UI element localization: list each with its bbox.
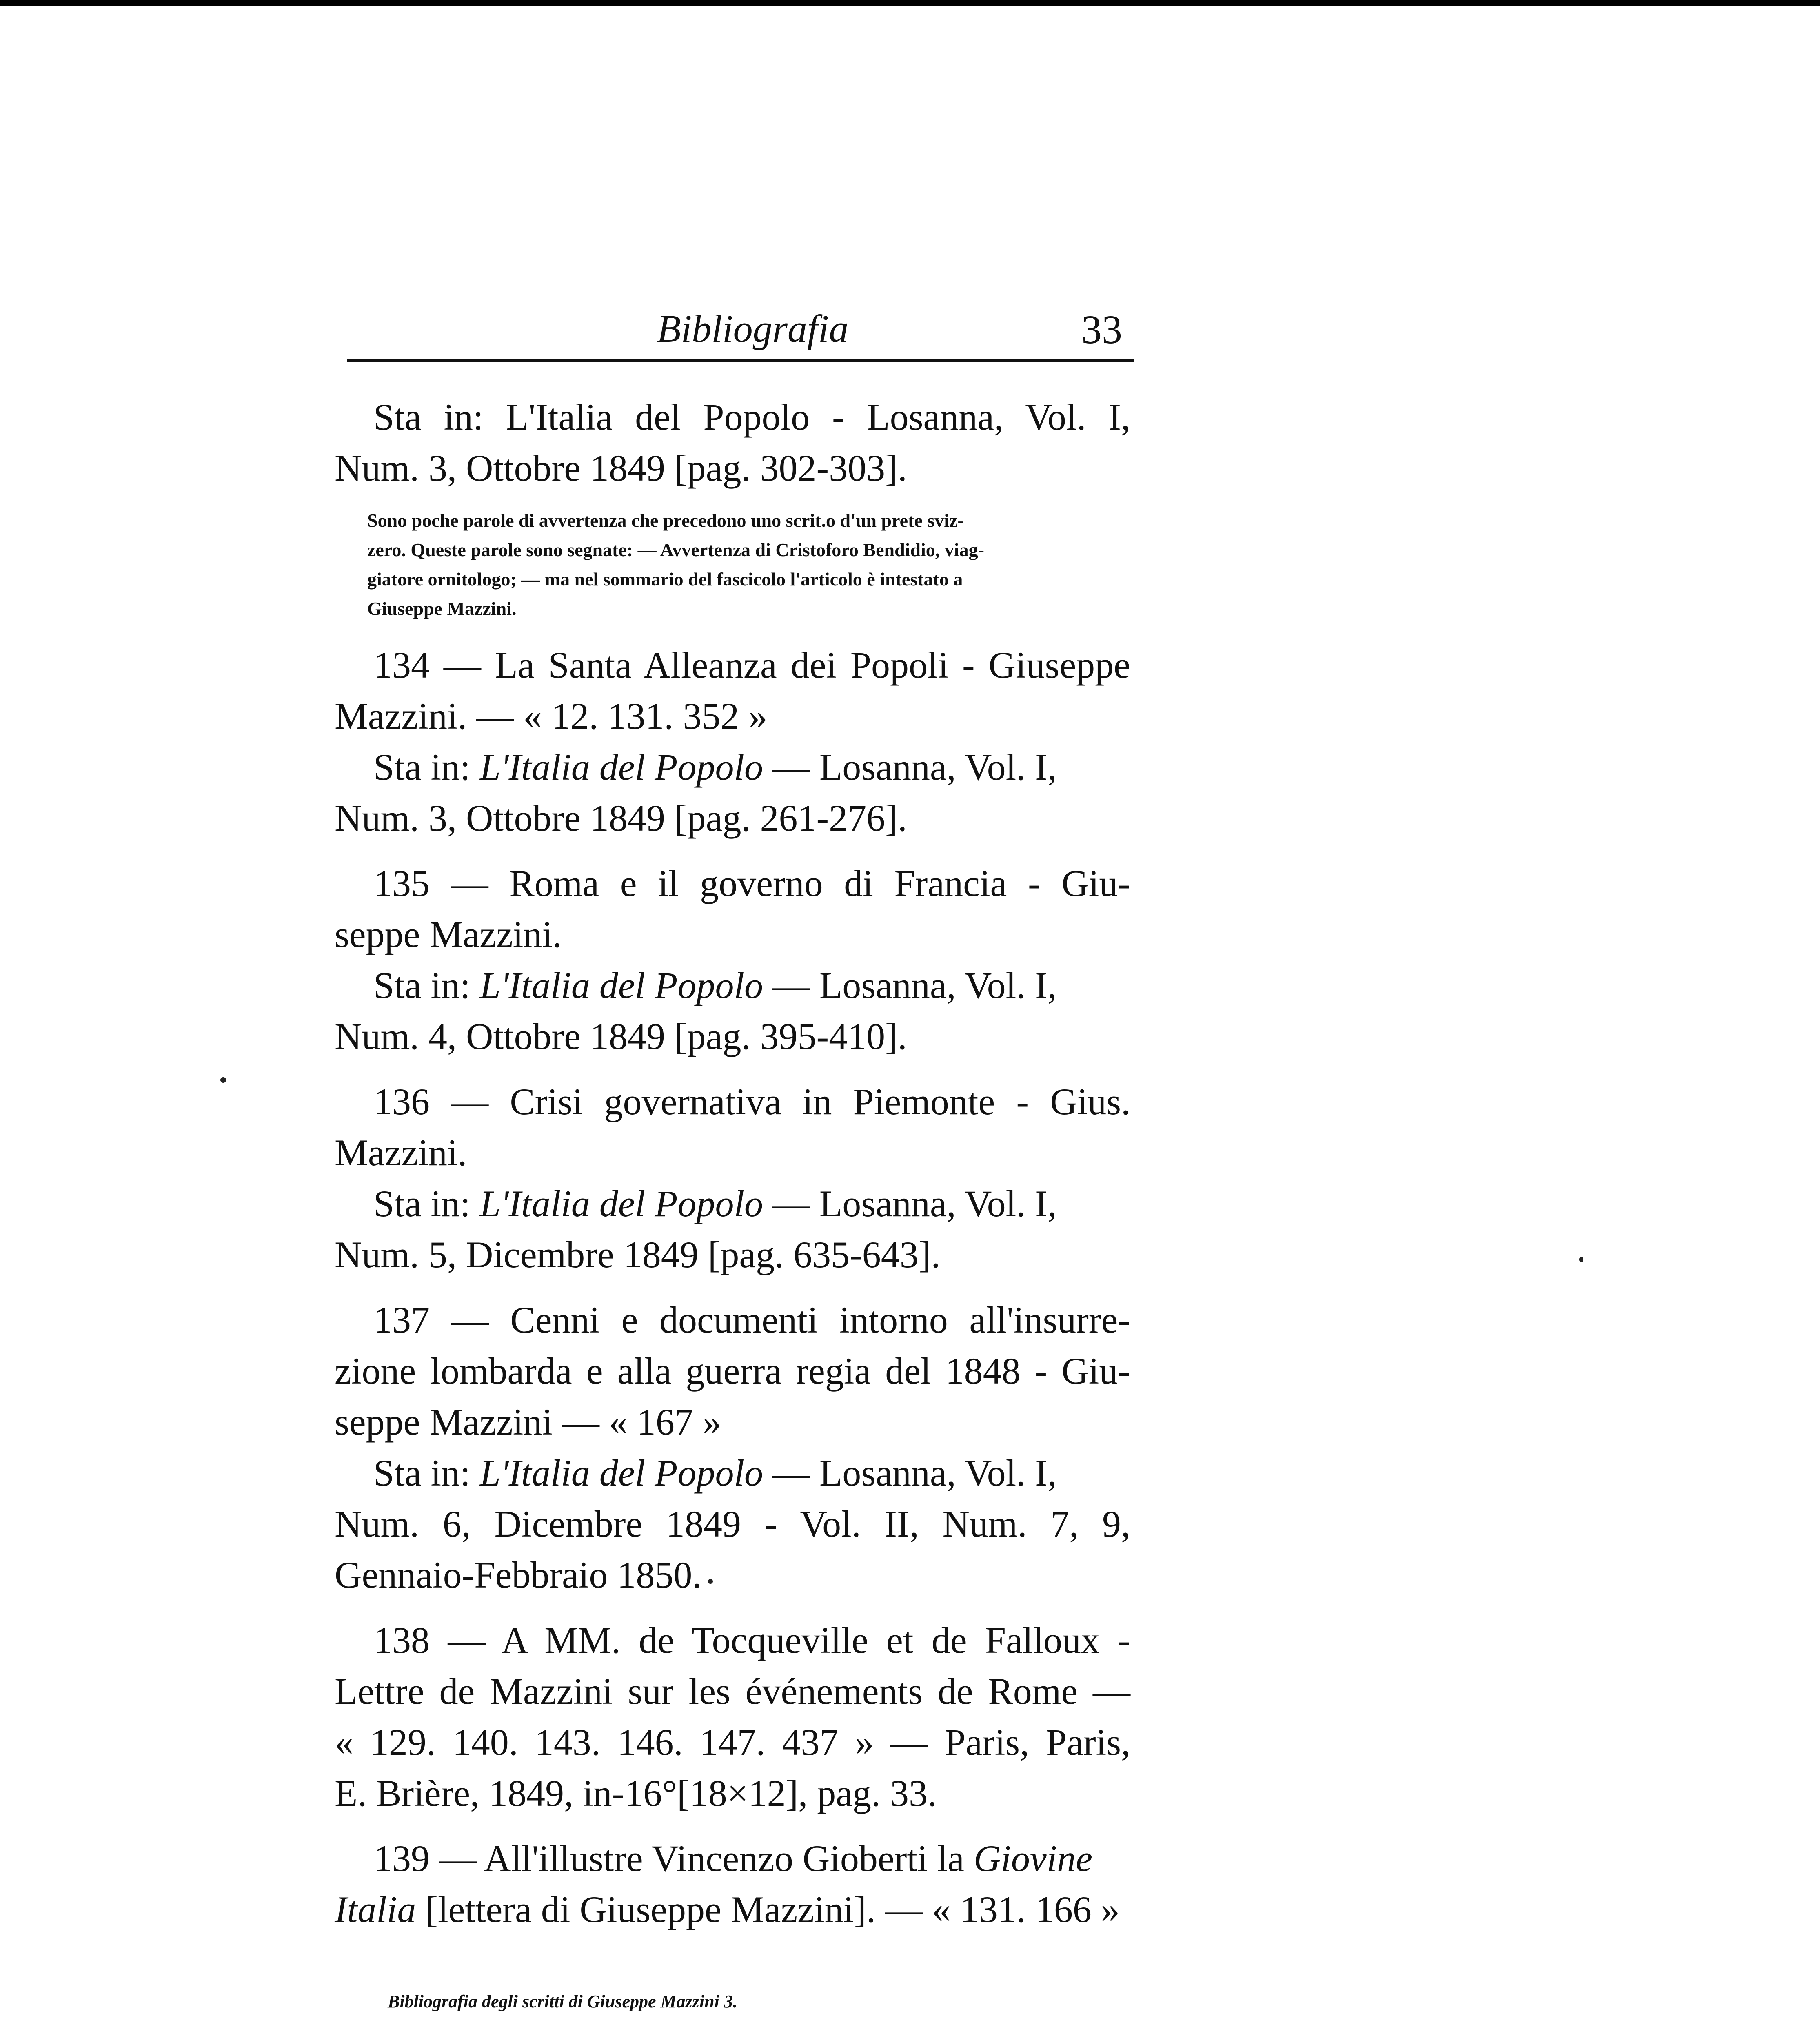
scan-speck xyxy=(1579,1257,1583,1262)
page-header xyxy=(347,298,1134,352)
entry-line: 136 — Crisi governativa in Piemonte - Gius. xyxy=(373,1081,1130,1122)
note-line: Sono poche parole di avvertenza che precedono uno scrit.o d'un prete sviz- xyxy=(367,510,964,531)
entry-line: Num. 6, Dicembre 1849 - Vol. II, Num. 7, 9, xyxy=(335,1503,1130,1545)
entry-text: [lettera di Giuseppe Mazzini]. — « 131. 166 » xyxy=(416,1889,1120,1930)
entry-line: Mazzini. — « 12. 131. 352 » xyxy=(335,695,768,737)
entry-134 xyxy=(335,640,1130,844)
entry-137 xyxy=(335,1295,1130,1601)
page-number: 33 xyxy=(1081,307,1122,352)
entry-line: 134 — La Santa Alleanza dei Popoli - Giuseppe xyxy=(373,644,1130,686)
entry-135 xyxy=(335,858,1130,1062)
entry-line: Num. 3, Ottobre 1849 [pag. 261-276]. xyxy=(335,797,907,839)
journal-title: L'Italia del Popolo xyxy=(479,1452,763,1494)
entry-line: Gennaio-Febbraio 1850. xyxy=(335,1554,702,1596)
journal-title: L'Italia del Popolo xyxy=(479,746,763,788)
entry-text: — Losanna, Vol. I, xyxy=(763,746,1057,788)
entry-138 xyxy=(335,1615,1130,1819)
intro-note xyxy=(335,506,1130,623)
entry-line: Lettre de Mazzini sur les événements de Rome — xyxy=(335,1670,1130,1712)
entry-136 xyxy=(335,1076,1130,1280)
entry-text: Sta in: xyxy=(373,746,480,788)
entry-line: 135 — Roma e il governo di Francia - Giu- xyxy=(373,863,1130,904)
journal-title: L'Italia del Popolo xyxy=(479,965,763,1006)
scan-speck xyxy=(708,1579,713,1584)
entry-line: Mazzini. xyxy=(335,1132,467,1173)
entry-139 xyxy=(335,1833,1130,1935)
journal-title: Italia xyxy=(335,1889,416,1930)
entry-line: seppe Mazzini — « 167 » xyxy=(335,1401,721,1443)
entry-line: 138 — A MM. de Tocqueville et de Falloux - xyxy=(373,1619,1130,1661)
entry-line xyxy=(335,1833,1130,1884)
journal-title: L'Italia del Popolo xyxy=(479,1183,763,1224)
bibliography-body xyxy=(335,392,1130,1935)
entry-text: Sta in: xyxy=(373,1183,480,1224)
entry-line xyxy=(335,960,1130,1011)
running-title: Bibliografia xyxy=(657,307,849,350)
note-line: Giuseppe Mazzini. xyxy=(367,598,517,619)
entry-line xyxy=(335,742,1130,793)
entry-line: Num. 5, Dicembre 1849 [pag. 635-643]. xyxy=(335,1234,941,1275)
entry-line: « 129. 140. 143. 146. 147. 437 » — Paris, Paris, xyxy=(335,1721,1130,1763)
entry-text: 139 — All'illustre Vincenzo Gioberti la xyxy=(373,1838,974,1879)
entry-line: seppe Mazzini. xyxy=(335,914,562,955)
entry-text: — Losanna, Vol. I, xyxy=(763,965,1057,1006)
scan-speck xyxy=(220,1077,226,1083)
entry-line xyxy=(335,1448,1130,1499)
intro-line: Num. 3, Ottobre 1849 [pag. 302-303]. xyxy=(335,447,907,489)
entry-line: E. Brière, 1849, in-16°[18×12], pag. 33. xyxy=(335,1772,937,1814)
entry-text: — Losanna, Vol. I, xyxy=(763,1183,1057,1224)
header-rule xyxy=(347,359,1134,362)
note-line: zero. Queste parole sono segnate: — Avvertenza di Cristoforo Bendidio, viag- xyxy=(367,539,984,560)
entry-line: zione lombarda e alla guerra regia del 1848 - Giu- xyxy=(335,1350,1130,1392)
top-border-rule xyxy=(0,0,1820,6)
entry-line: Num. 4, Ottobre 1849 [pag. 395-410]. xyxy=(335,1016,907,1057)
entry-line xyxy=(335,1884,1130,1935)
entry-text: Sta in: xyxy=(373,965,480,1006)
intro-line: Sta in: L'Italia del Popolo - Losanna, Vol. I, xyxy=(373,396,1130,438)
journal-title: Giovine xyxy=(973,1838,1093,1879)
entry-text: Sta in: xyxy=(373,1452,480,1494)
note-line: giatore ornitologo; — ma nel sommario del fascicolo l'articolo è intestato a xyxy=(367,569,963,590)
entry-text: — Losanna, Vol. I, xyxy=(763,1452,1057,1494)
entry-line: 137 — Cenni e documenti intorno all'insurre- xyxy=(373,1299,1130,1341)
entry-intro xyxy=(335,392,1130,623)
entry-line xyxy=(335,1178,1130,1229)
signature-mark: Bibliografia degli scritti di Giuseppe Mazzini 3. xyxy=(388,1991,737,2011)
